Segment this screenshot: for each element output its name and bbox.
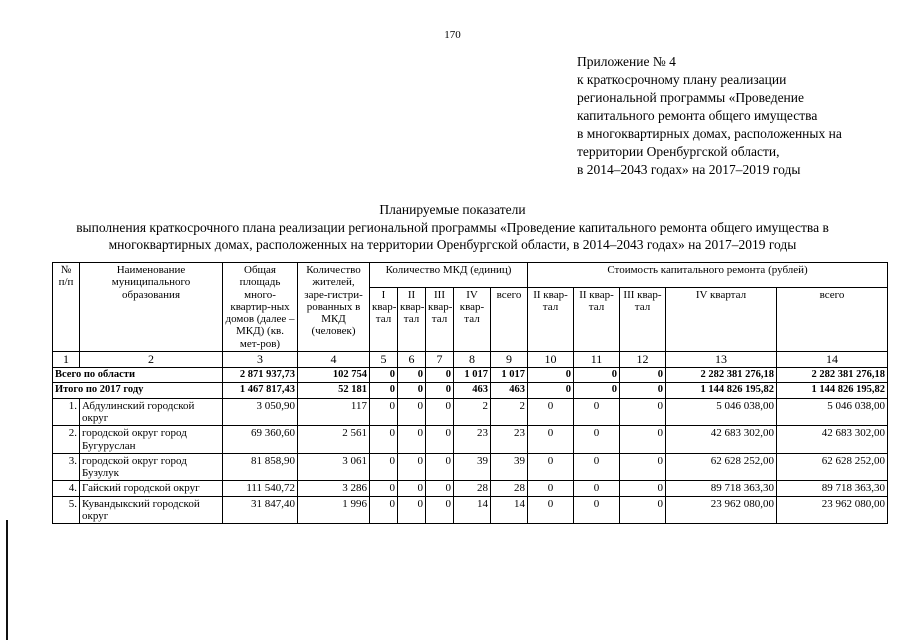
- appendix-line: к краткосрочному плану реализации: [577, 72, 787, 87]
- column-number: 10: [528, 352, 574, 368]
- cell-mkd-q4: 14: [454, 496, 491, 524]
- table-row: [53, 398, 888, 426]
- cell-mkd-total: 28: [491, 481, 528, 496]
- header-cost-total: всего: [777, 287, 888, 351]
- header-cost-group: Стоимость капитального ремонта (рублей): [528, 263, 888, 288]
- cell-cost-q1: 0: [528, 453, 574, 481]
- cell-mkd-q4: 2: [454, 398, 491, 426]
- cell-area: 31 847,40: [223, 496, 298, 524]
- cell-cost-q2: 0: [574, 481, 620, 496]
- cell-cost-q1: 0: [528, 426, 574, 454]
- cell-cost-q2: 0: [574, 426, 620, 454]
- column-number: 13: [666, 352, 777, 368]
- cell-cost-total: 1 144 826 195,82: [777, 383, 888, 398]
- cell-residents: 117: [298, 398, 370, 426]
- cell-residents: 102 754: [298, 368, 370, 383]
- cell-mkd-q3: 0: [426, 398, 454, 426]
- cell-mkd-q2: 0: [398, 368, 426, 383]
- cell-cost-q4: 5 046 038,00: [666, 398, 777, 426]
- cell-mkd-q4: 39: [454, 453, 491, 481]
- column-number: 4: [298, 352, 370, 368]
- cell-mkd-q4: 23: [454, 426, 491, 454]
- cell-mkd-total: 463: [491, 383, 528, 398]
- cell-mkd-q3: 0: [426, 496, 454, 524]
- cell-name: Абдулинский городской округ: [80, 398, 223, 426]
- total-label: Всего по области: [53, 368, 223, 383]
- column-number: 14: [777, 352, 888, 368]
- cell-mkd-q1: 0: [370, 426, 398, 454]
- cell-cost-q4: 23 962 080,00: [666, 496, 777, 524]
- header-cost-q2: II квар-тал: [574, 287, 620, 351]
- table-row: [53, 496, 888, 524]
- cell-cost-q3: 0: [620, 496, 666, 524]
- cell-mkd-total: 39: [491, 453, 528, 481]
- column-number: 9: [491, 352, 528, 368]
- cell-area: 111 540,72: [223, 481, 298, 496]
- cell-name: городской округ город Бугуруслан: [80, 426, 223, 454]
- header-mkd-group: Количество МКД (единиц): [370, 263, 528, 288]
- column-number: 2: [80, 352, 223, 368]
- appendix-line: капитального ремонта общего имущества: [577, 108, 818, 123]
- header-mkd-q2: II квар-тал: [398, 287, 426, 351]
- cell-area: 2 871 937,73: [223, 368, 298, 383]
- cell-cost-q4: 1 144 826 195,82: [666, 383, 777, 398]
- table-row: [53, 426, 888, 454]
- header-num: № п/п: [53, 263, 80, 352]
- cell-cost-total: 62 628 252,00: [777, 453, 888, 481]
- header-cost-q3: III квар-тал: [620, 287, 666, 351]
- column-number: 3: [223, 352, 298, 368]
- indicators-table: [52, 262, 888, 524]
- column-number: 1: [53, 352, 80, 368]
- cell-area: 1 467 817,43: [223, 383, 298, 398]
- cell-mkd-q2: 0: [398, 383, 426, 398]
- header-area: Общая площадь много-квартир-ных домов (далее – МКД) (кв. мет-ров): [223, 263, 298, 352]
- header-mkd-q4: IV квар-тал: [454, 287, 491, 351]
- cell-cost-total: 42 683 302,00: [777, 426, 888, 454]
- cell-mkd-q2: 0: [398, 481, 426, 496]
- cell-mkd-q3: 0: [426, 383, 454, 398]
- table-header-row: [53, 263, 888, 288]
- appendix-block: [577, 53, 842, 179]
- cell-cost-q4: 42 683 302,00: [666, 426, 777, 454]
- cell-area: 3 050,90: [223, 398, 298, 426]
- cell-num: 4.: [53, 481, 80, 496]
- cell-mkd-q1: 0: [370, 398, 398, 426]
- cell-cost-q1: 0: [528, 496, 574, 524]
- cell-cost-q3: 0: [620, 368, 666, 383]
- appendix-line: в 2014–2043 годах» на 2017–2019 годы: [577, 162, 801, 177]
- column-number: 11: [574, 352, 620, 368]
- column-number-row: [53, 352, 888, 368]
- cell-mkd-q3: 0: [426, 426, 454, 454]
- page-number: 170: [444, 29, 461, 41]
- cell-cost-total: 89 718 363,30: [777, 481, 888, 496]
- cell-cost-q1: 0: [528, 368, 574, 383]
- appendix-line: в многоквартирных домах, расположенных на: [577, 126, 842, 141]
- total-row-region: [53, 368, 888, 383]
- column-number: 8: [454, 352, 491, 368]
- cell-mkd-total: 14: [491, 496, 528, 524]
- cell-name: Гайский городской округ: [80, 481, 223, 496]
- scan-edge-line: [6, 520, 8, 640]
- cell-cost-q3: 0: [620, 383, 666, 398]
- cell-mkd-q4: 1 017: [454, 368, 491, 383]
- table-row: [53, 453, 888, 481]
- cell-cost-total: 2 282 381 276,18: [777, 368, 888, 383]
- column-number: 6: [398, 352, 426, 368]
- cell-cost-q1: 0: [528, 481, 574, 496]
- appendix-line: Приложение № 4: [577, 54, 676, 69]
- cell-cost-q4: 62 628 252,00: [666, 453, 777, 481]
- cell-mkd-q3: 0: [426, 481, 454, 496]
- cell-cost-q3: 0: [620, 481, 666, 496]
- column-number: 5: [370, 352, 398, 368]
- cell-mkd-q2: 0: [398, 453, 426, 481]
- cell-name: городской округ город Бузулук: [80, 453, 223, 481]
- appendix-line: территории Оренбургской области,: [577, 144, 780, 159]
- cell-cost-q3: 0: [620, 398, 666, 426]
- total-label: Итого по 2017 году: [53, 383, 223, 398]
- heading-line: выполнения краткосрочного плана реализации региональной программы «Проведение капитального ремонта общего имущества в: [76, 219, 829, 235]
- cell-residents: 3 061: [298, 453, 370, 481]
- cell-cost-q2: 0: [574, 383, 620, 398]
- cell-cost-q4: 2 282 381 276,18: [666, 368, 777, 383]
- cell-mkd-q1: 0: [370, 453, 398, 481]
- header-mkd-q3: III квар-тал: [426, 287, 454, 351]
- total-row-2017: [53, 383, 888, 398]
- cell-cost-q1: 0: [528, 383, 574, 398]
- document-heading: [0, 201, 905, 254]
- cell-residents: 2 561: [298, 426, 370, 454]
- table-row: [53, 481, 888, 496]
- cell-cost-q2: 0: [574, 496, 620, 524]
- cell-cost-q4: 89 718 363,30: [666, 481, 777, 496]
- header-cost-q1: II квар-тал: [528, 287, 574, 351]
- heading-line: многоквартирных домах, расположенных на территории Оренбургской области, в 2014–2043 годах» на 2017–2019 годы: [108, 237, 797, 252]
- cell-area: 81 858,90: [223, 453, 298, 481]
- cell-mkd-q1: 0: [370, 481, 398, 496]
- cell-mkd-q1: 0: [370, 496, 398, 524]
- cell-mkd-q2: 0: [398, 496, 426, 524]
- header-mkd-q1: I квар-тал: [370, 287, 398, 351]
- cell-mkd-total: 1 017: [491, 368, 528, 383]
- cell-cost-q3: 0: [620, 426, 666, 454]
- appendix-line: региональной программы «Проведение: [577, 90, 805, 105]
- header-name: Наименование муниципального образования: [80, 263, 223, 352]
- cell-cost-q2: 0: [574, 398, 620, 426]
- cell-mkd-q1: 0: [370, 383, 398, 398]
- cell-cost-q3: 0: [620, 453, 666, 481]
- cell-name: Кувандыкский городской округ: [80, 496, 223, 524]
- cell-mkd-q2: 0: [398, 398, 426, 426]
- cell-num: 5.: [53, 496, 80, 524]
- cell-residents: 1 996: [298, 496, 370, 524]
- cell-residents: 3 286: [298, 481, 370, 496]
- cell-cost-q1: 0: [528, 398, 574, 426]
- cell-num: 1.: [53, 398, 80, 426]
- cell-area: 69 360,60: [223, 426, 298, 454]
- cell-mkd-q1: 0: [370, 368, 398, 383]
- header-mkd-total: всего: [491, 287, 528, 351]
- cell-mkd-total: 23: [491, 426, 528, 454]
- cell-mkd-total: 2: [491, 398, 528, 426]
- column-number: 12: [620, 352, 666, 368]
- heading-line: Планируемые показатели: [379, 202, 526, 217]
- cell-cost-total: 23 962 080,00: [777, 496, 888, 524]
- cell-cost-q2: 0: [574, 453, 620, 481]
- cell-num: 3.: [53, 453, 80, 481]
- cell-mkd-q4: 463: [454, 383, 491, 398]
- header-residents: Количество жителей, заре-гистри-рованных в МКД (человек): [298, 263, 370, 352]
- cell-cost-q2: 0: [574, 368, 620, 383]
- column-number: 7: [426, 352, 454, 368]
- cell-mkd-q4: 28: [454, 481, 491, 496]
- header-cost-q4: IV квартал: [666, 287, 777, 351]
- cell-mkd-q3: 0: [426, 453, 454, 481]
- cell-mkd-q2: 0: [398, 426, 426, 454]
- cell-mkd-q3: 0: [426, 368, 454, 383]
- cell-num: 2.: [53, 426, 80, 454]
- cell-residents: 52 181: [298, 383, 370, 398]
- cell-cost-total: 5 046 038,00: [777, 398, 888, 426]
